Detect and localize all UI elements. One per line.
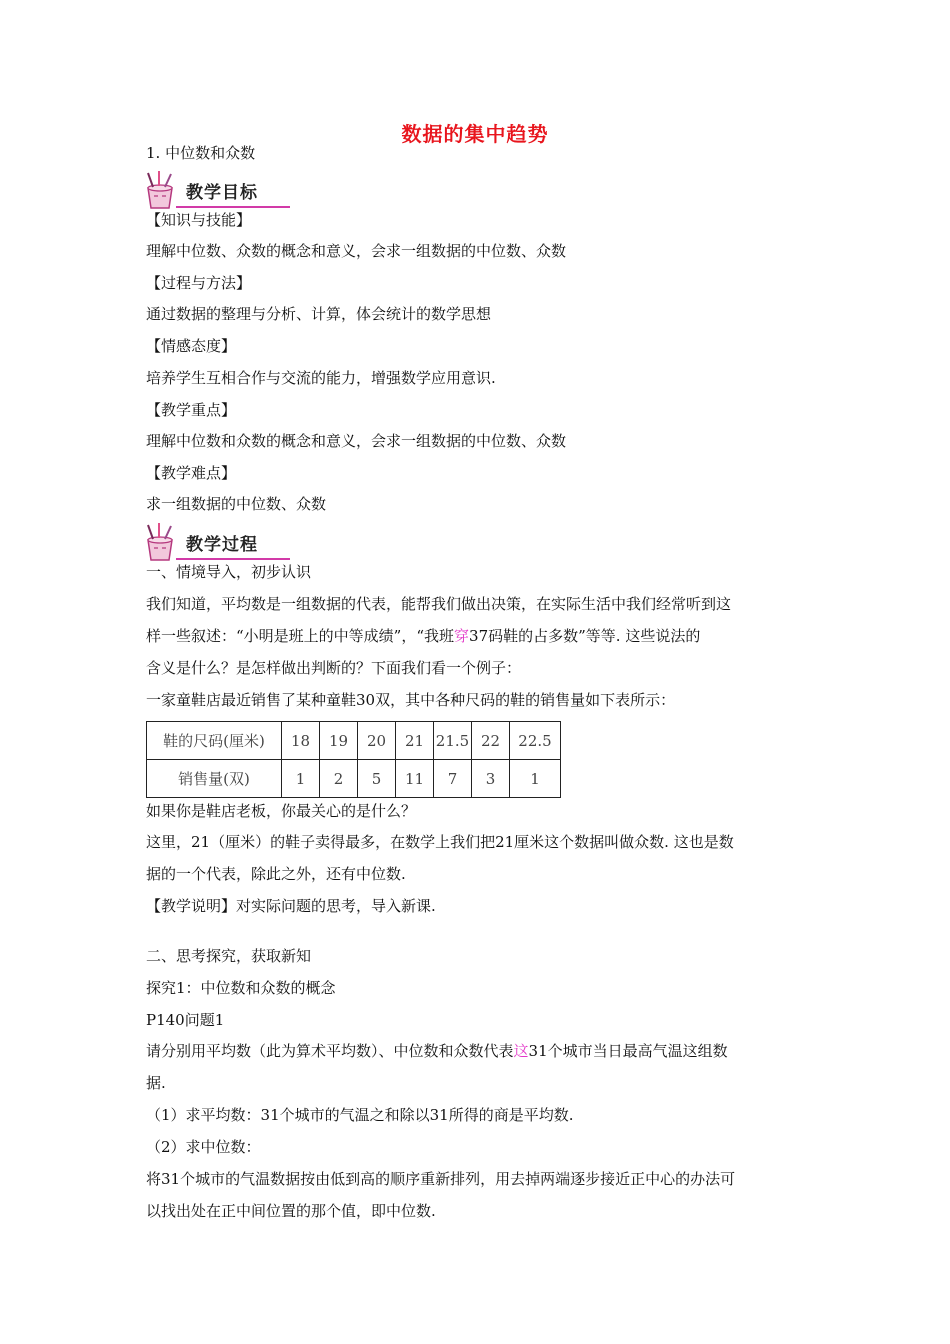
paragraph-line: 这里，21（厘米）的鞋子卖得最多，在数学上我们把21厘米这个数据叫做众数. 这也是数 — [146, 833, 734, 851]
table-cell: 2 — [320, 760, 358, 798]
text-span: 样一些叙述：“小明是班上的中等成绩”，“我班 — [146, 627, 455, 645]
paragraph-line: 据. — [146, 1074, 166, 1092]
table-cell: 11 — [396, 760, 434, 798]
paragraph-line: 含义是什么？是怎样做出判断的？下面我们看一个例子： — [146, 659, 522, 677]
shoe-sales-table — [146, 721, 561, 798]
banner-underline — [176, 558, 290, 560]
text-span: 31个城市当日最高气温这组数 — [528, 1042, 728, 1060]
paragraph-line: 一家童鞋店最近销售了某种童鞋30双，其中各种尺码的鞋的销售量如下表所示： — [146, 691, 676, 709]
table-cell: 21.5 — [434, 722, 472, 760]
goal-text-key-points: 理解中位数和众数的概念和意义，会求一组数据的中位数、众数 — [146, 432, 567, 450]
banner-label: 教学目标 — [186, 183, 258, 203]
goal-heading-key-points: 【教学重点】 — [146, 401, 237, 419]
part2-heading: 二、思考探究，获取新知 — [146, 947, 312, 965]
text-span: 请分别用平均数（此为算术平均数）、中位数和众数代表 — [146, 1042, 514, 1060]
goal-heading-knowledge: 【知识与技能】 — [146, 211, 252, 229]
highlighted-char: 穿 — [454, 627, 470, 645]
goal-heading-difficulties: 【教学难点】 — [146, 464, 237, 482]
highlighted-char: 这 — [513, 1042, 529, 1060]
paragraph-line: P140问题1 — [146, 1011, 225, 1029]
teaching-note: 【教学说明】对实际问题的思考，导入新课. — [146, 897, 436, 915]
table-cell: 5 — [358, 760, 396, 798]
paragraph-line: （1）求平均数：31个城市的气温之和除以31所得的商是平均数. — [146, 1106, 574, 1124]
table-cell: 7 — [434, 760, 472, 798]
paragraph-line: 我们知道，平均数是一组数据的代表，能帮我们做出决策，在实际生活中我们经常听到这 — [146, 595, 732, 613]
banner-underline — [176, 206, 290, 208]
table-cell: 3 — [472, 760, 510, 798]
text-span: 37码鞋的占多数”等等. 这些说法的 — [469, 627, 701, 645]
goal-heading-attitude: 【情感态度】 — [146, 337, 237, 355]
goal-text-process: 通过数据的整理与分析、计算，体会统计的数学思想 — [146, 305, 492, 323]
paragraph-line: 以找出处在正中间位置的那个值，即中位数. — [146, 1202, 436, 1220]
row-header: 鞋的尺码(厘米) — [147, 722, 282, 760]
part1-heading: 一、情境导入，初步认识 — [146, 563, 312, 581]
paragraph-line — [146, 626, 700, 646]
section-heading: 1. 中位数和众数 — [146, 144, 256, 162]
table-cell: 22 — [472, 722, 510, 760]
pencil-cup-icon — [140, 522, 180, 562]
table-row — [147, 722, 561, 760]
goal-text-knowledge: 理解中位数、众数的概念和意义，会求一组数据的中位数、众数 — [146, 242, 567, 260]
table-cell: 1 — [282, 760, 320, 798]
banner-teaching-process — [140, 522, 290, 564]
row-header: 销售量(双) — [147, 760, 282, 798]
table-cell: 22.5 — [510, 722, 561, 760]
goal-heading-process: 【过程与方法】 — [146, 274, 252, 292]
table-cell: 18 — [282, 722, 320, 760]
pencil-cup-icon — [140, 170, 180, 210]
paragraph-line: 据的一个代表，除此之外，还有中位数. — [146, 865, 406, 883]
paragraph-line: 将31个城市的气温数据按由低到高的顺序重新排列，用去掉两端逐步接近正中心的办法可 — [146, 1170, 736, 1188]
table-cell: 21 — [396, 722, 434, 760]
table-cell: 1 — [510, 760, 561, 798]
banner-teaching-goals — [140, 170, 290, 212]
table-cell: 19 — [320, 722, 358, 760]
paragraph-line — [146, 1041, 728, 1061]
table-row — [147, 760, 561, 798]
goal-text-attitude: 培养学生互相合作与交流的能力，增强数学应用意识. — [146, 369, 496, 387]
paragraph-line: （2）求中位数： — [146, 1138, 261, 1156]
paragraph-line: 探究1：中位数和众数的概念 — [146, 979, 336, 997]
paragraph-line: 如果你是鞋店老板，你最关心的是什么？ — [146, 802, 417, 820]
page-title: 数据的集中趋势 — [401, 122, 549, 146]
banner-label: 教学过程 — [186, 535, 258, 555]
table-cell: 20 — [358, 722, 396, 760]
goal-text-difficulties: 求一组数据的中位数、众数 — [146, 495, 327, 513]
